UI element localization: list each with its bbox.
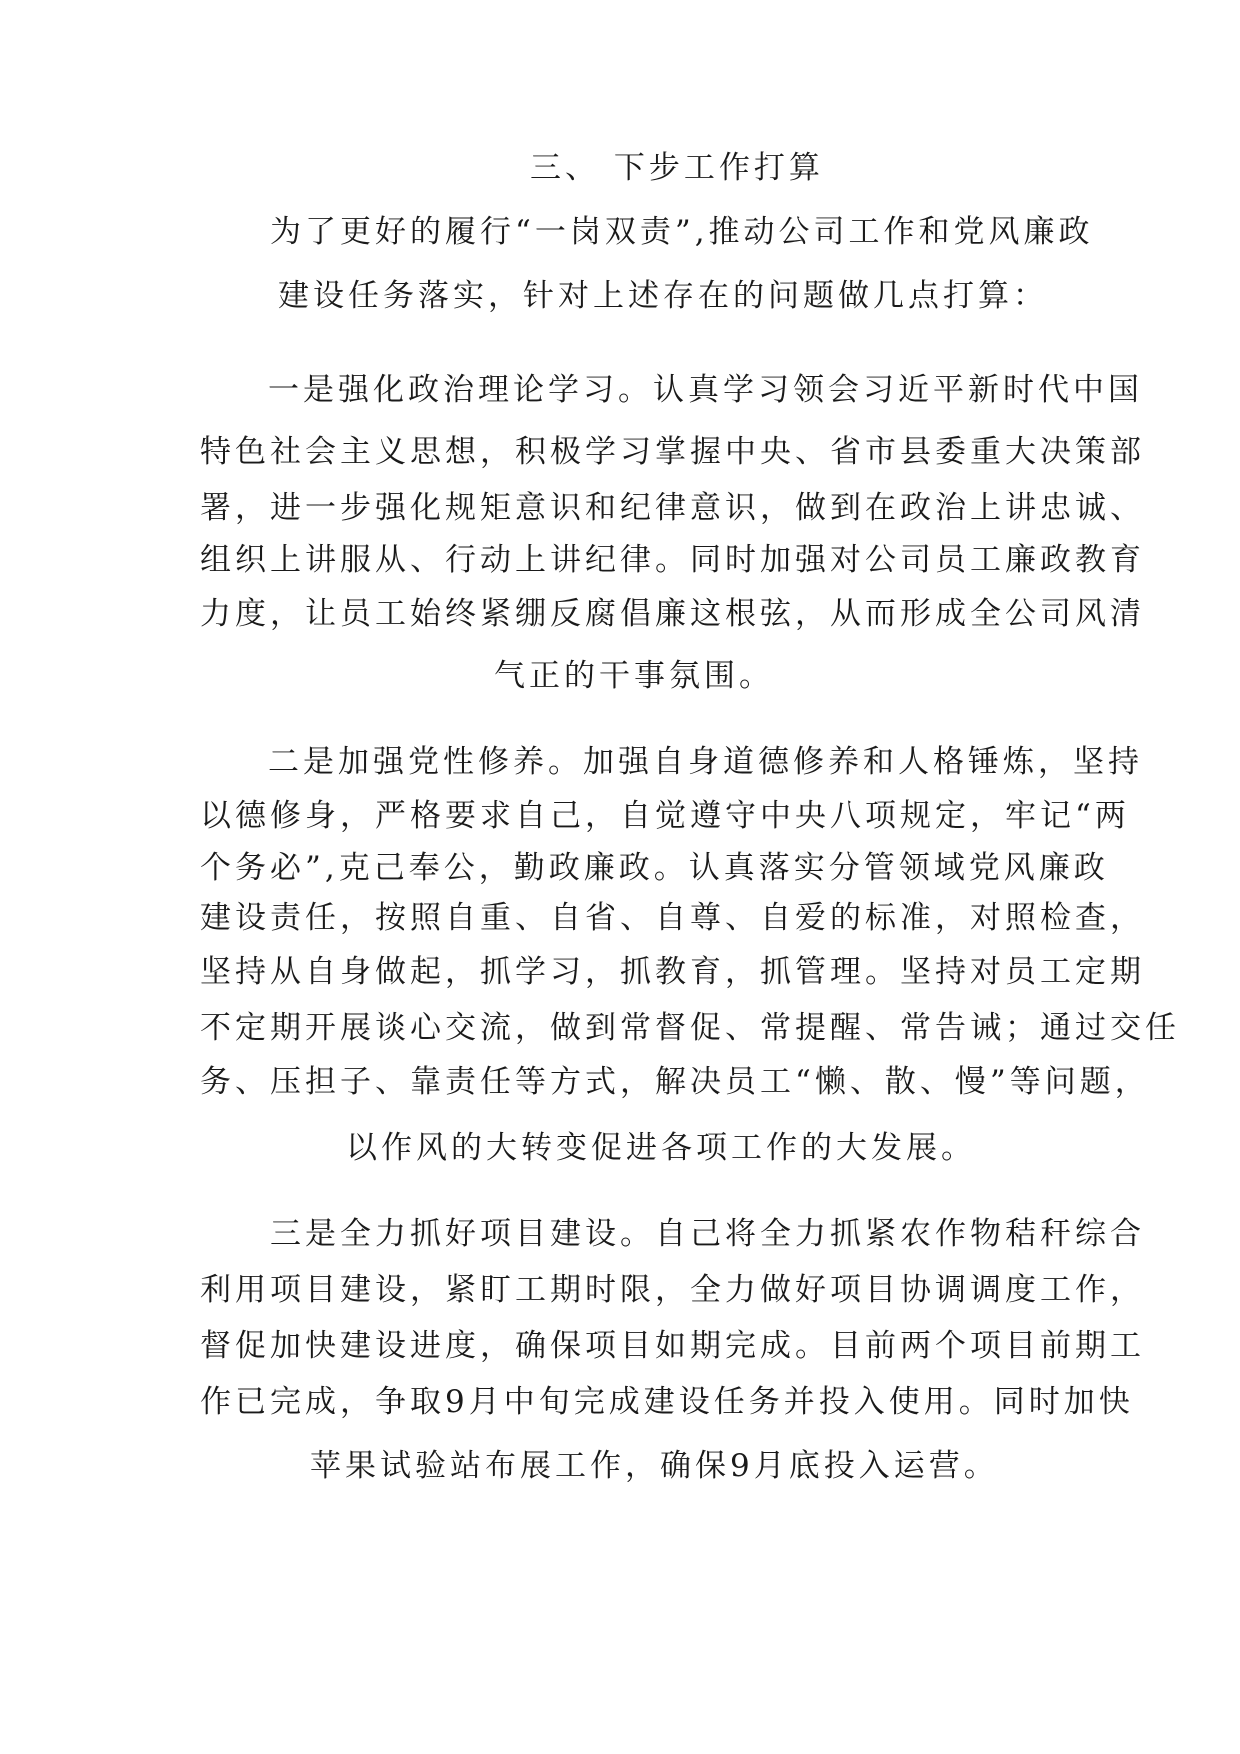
section-heading: 三、 下步工作打算 — [530, 150, 824, 186]
point3-line-3: 督促加快建设进度，确保项目如期完成。目前两个项目前期工 — [200, 1328, 1145, 1364]
point1-line-4: 组织上讲服从、行动上讲纪律。同时加强对公司员工廉政教育 — [200, 542, 1145, 578]
point2-line-3: 个务必”,克己奉公，勤政廉政。认真落实分管领域党风廉政 — [200, 850, 1109, 886]
point3-line-2: 利用项目建设，紧盯工期时限，全力做好项目协调调度工作， — [200, 1272, 1145, 1308]
point3-line-4: 作已完成，争取9月中旬完成建设任务并投入使用。同时加快 — [200, 1384, 1134, 1420]
point1-line-6: 气正的干事氛围。 — [494, 658, 774, 694]
point3-line-1: 三是全力抓好项目建设。自己将全力抓紧农作物秸秆综合 — [270, 1216, 1145, 1252]
point2-line-7: 务、压担子、靠责任等方式，解决员工“懒、散、慢”等问题， — [200, 1064, 1150, 1100]
point1-line-2: 特色社会主义思想，积极学习掌握中央、省市县委重大决策部 — [200, 434, 1145, 470]
point1-line-5: 力度，让员工始终紧绷反腐倡廉这根弦，从而形成全公司风清 — [200, 596, 1145, 632]
point2-line-1: 二是加强党性修养。加强自身道德修养和人格锤炼，坚持 — [268, 744, 1143, 780]
point3-line-5: 苹果试验站布展工作，确保9月底投入运营。 — [310, 1448, 999, 1484]
intro-line-2: 建设任务落实，针对上述存在的问题做几点打算： — [278, 278, 1048, 314]
point2-line-6: 不定期开展谈心交流，做到常督促、常提醒、常告诫；通过交任 — [200, 1010, 1180, 1046]
point2-line-8: 以作风的大转变促进各项工作的大发展。 — [346, 1130, 976, 1166]
intro-line-1: 为了更好的履行“一岗双责”,推动公司工作和党风廉政 — [270, 214, 1094, 250]
point2-line-5: 坚持从自身做起，抓学习，抓教育，抓管理。坚持对员工定期 — [200, 954, 1145, 990]
point2-line-2: 以德修身，严格要求自己，自觉遵守中央八项规定，牢记“两 — [200, 798, 1130, 834]
point1-line-1: 一是强化政治理论学习。认真学习领会习近平新时代中国 — [268, 372, 1143, 408]
point1-line-3: 署，进一步强化规矩意识和纪律意识，做到在政治上讲忠诚、 — [200, 490, 1145, 526]
point2-line-4: 建设责任，按照自重、自省、自尊、自爱的标准，对照检查， — [200, 900, 1145, 936]
